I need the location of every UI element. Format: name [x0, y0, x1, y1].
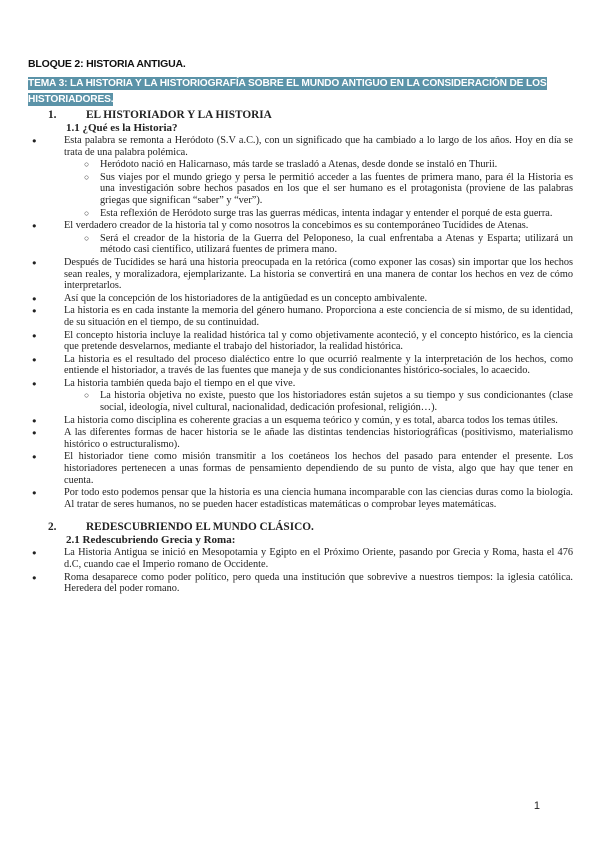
bullet-item: ● El verdadero creador de la historia tal y como nosotros la concebimos es su contemporáneo Tucídides de Atenas. — [28, 220, 573, 232]
section-2-list — [28, 547, 573, 594]
tema-title — [28, 76, 570, 108]
section-2-heading — [28, 521, 573, 534]
bullet-item: ● La historia también queda bajo el tiempo en el que vive. — [28, 378, 573, 390]
sub-bullet-item: ○ Heródoto nació en Halicarnaso, más tarde se trasladó a Atenas, desde donde se instaló en Thurii. — [28, 159, 573, 171]
section-1-subtitle: 1.1 ¿Qué es la Historia? — [66, 121, 178, 134]
sub-bullet-item: ○ Esta reflexión de Heródoto surge tras las guerras médicas, intenta indagar y entender el porqué de esta guerra. — [28, 208, 573, 220]
section-1-heading — [28, 109, 573, 122]
page-number: 1 — [533, 800, 540, 812]
bullet-item: ● A las diferentes formas de hacer historia se le añade las distintas tendencias historiográficas (positivismo, materialismo histórico o estructuralismo). — [28, 427, 573, 450]
bullet-item: ● Por todo esto podemos pensar que la historia es una ciencia humana incomparable con las ciencias duras como la biología. Al tratar de seres humanos, no se pueden hacer estadísticas matemáticas o comprobar leyes matemáticas. — [28, 487, 573, 510]
bullet-item: ● Roma desaparece como poder político, pero queda una institución que sobrevive a nuestros tiempos: la iglesia católica. Heredera del poder romano. — [28, 572, 573, 595]
section-2-number: 2. — [48, 521, 57, 534]
section-2-title: REDESCUBRIENDO EL MUNDO CLÁSICO. — [86, 521, 314, 534]
bullet-item: ● El historiador tiene como misión transmitir a los coetáneos los hechos del pasado para entender el presente. Los historiadores pertenecen a unas formas de pensamiento dependiendo de su punto de vista, algo que hay que tener en cuenta. — [28, 451, 573, 486]
section-1-list — [28, 135, 573, 510]
sub-bullet-item: ○ La historia objetiva no existe, puesto que los historiadores están sujetos a su tiempo y sus condicionantes (clase social, ideología, nivel cultural, nacionalidad, dedicación profesional, religión…). — [28, 390, 573, 413]
bullet-item: ● Después de Tucídides se hará una historia preocupada en la retórica (como exponer las cosas) sin importar que los hechos sean reales, y moralizadora, ejemplarizante. La historia se convertirá en una manera de contar los hechos en vez de cómo interpretarlos. — [28, 257, 573, 292]
section-1-title: EL HISTORIADOR Y LA HISTORIA — [86, 109, 272, 121]
section-spacer — [28, 511, 573, 521]
bullet-item: ● La historia es el resultado del proceso dialéctico entre lo que ocurrió realmente y la interpretación de los hechos, como entiende el historiador, a través de las fuentes que maneja y de sus condicionantes histórico-sociales, lo acaecido. — [28, 354, 573, 377]
bullet-item: ● La historia es en cada instante la memoria del género humano. Proporciona a este conciencia de sí mismo, de su identidad, de su situación en el tiempo, de su continuidad. — [28, 305, 573, 328]
document-content — [28, 109, 573, 596]
bullet-item: ● La Historia Antigua se inició en Mesopotamia y Egipto en el Próximo Oriente, pasando por Grecia y Roma, hasta el 476 d.C, cuando cae el Imperio romano de Occidente. — [28, 547, 573, 570]
block-title: BLOQUE 2: HISTORIA ANTIGUA. — [28, 58, 186, 70]
sub-bullet-item: ○ Será el creador de la historia de la Guerra del Peloponeso, la cual enfrentaba a Atenas y Esparta; utilizará un método casi científico, utilizará fuentes de primera mano. — [28, 233, 573, 256]
sub-bullet-item: ○ Sus viajes por el mundo griego y persa le permitió acceder a las fuentes de primera mano, para él la Historia es una investigación sobre hechos pasados en los que el ser humano es el protagonista (proviene de las palabras griegas que significan “saber” y “ver”). — [28, 172, 573, 207]
bullet-item: ● Así que la concepción de los historiadores de la antigüedad es un concepto ambivalente. — [28, 293, 573, 305]
bullet-item: ● Esta palabra se remonta a Heródoto (S.V a.C.), con un significado que ha cambiado a lo largo de los años. Hoy en día se trata de una palabra polémica. — [28, 135, 573, 158]
bullet-item: ● La historia como disciplina es coherente gracias a un esquema teórico y común, y es total, abarca todos los temas útiles. — [28, 415, 573, 427]
section-2-subtitle: 2.1 Redescubriendo Grecia y Roma: — [66, 533, 236, 546]
section-1-number: 1. — [48, 109, 57, 121]
bullet-item: ● El concepto historia incluye la realidad histórica tal y como objetivamente aconteció, y el concepto histórico, es la ciencia que pretende desvelarnos, mediante el trabajo del historiador, la realidad histórica. — [28, 330, 573, 353]
tema-title-text: TEMA 3: LA HISTORIA Y LA HISTORIOGRAFÍA SOBRE EL MUNDO ANTIGUO EN LA CONSIDERACIÓN DE LOS HISTORIADORES. — [28, 78, 547, 105]
